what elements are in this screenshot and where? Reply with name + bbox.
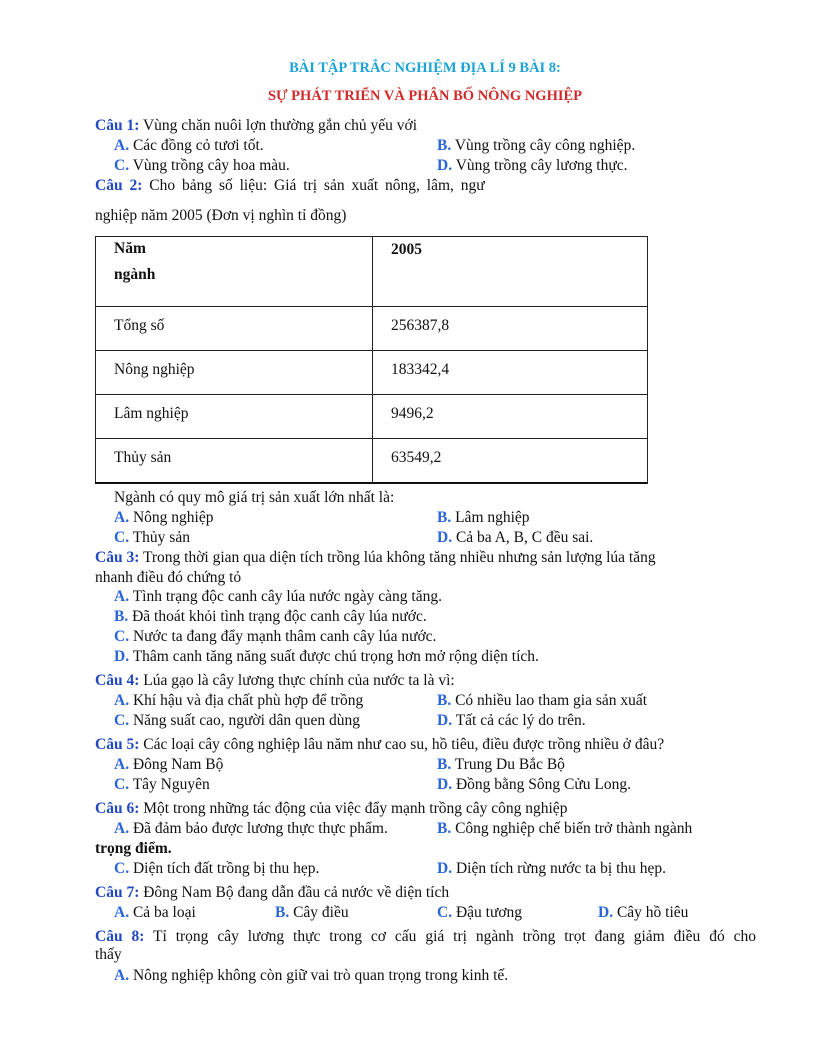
option-text: Nông nghiệp [132,509,214,526]
option-text: Lâm nghiệp [455,509,530,526]
option-text: Thâm canh tăng năng suất được chú trọng hơn mở rộng diện tích. [132,648,539,665]
header-year: Năm [114,240,146,257]
q1-option-a [114,137,264,155]
option-letter: D. [437,776,453,793]
table-cell: Thủy sản [96,439,373,483]
option-letter: A. [114,588,130,605]
q4-option-c [114,712,360,730]
option-text: Diện tích đất trồng bị thu hẹp. [132,860,320,877]
question-5 [95,736,664,754]
table-cell: Tổng số [96,307,373,351]
question-label: Câu 3: [95,549,140,566]
question-text: Trong thời gian qua diện tích trồng lúa không tăng nhiều nhưng sản lượng lúa tăng [142,549,656,566]
question-label: Câu 4: [95,672,140,689]
option-text: Nước ta đang đẩy mạnh thâm canh cây lúa nước. [132,628,437,645]
q5-option-d [437,776,631,794]
option-letter: D. [598,904,614,921]
option-text: Đã đảm bảo được lương thực thực phẩm. [132,820,388,837]
question-2-continued: nghiệp năm 2005 (Đơn vị nghìn tỉ đồng) [95,207,347,224]
q4-option-a [114,692,363,710]
option-text: Thủy sản [132,529,190,546]
option-text: Nông nghiệp không còn giữ vai trò quan trọng trong kinh tế. [132,967,509,984]
table-row [96,351,648,395]
question-label: Câu 7: [95,884,140,901]
q5-option-b [437,756,565,774]
q3-option-a [114,588,442,606]
option-letter: A. [114,820,130,837]
option-letter: A. [114,509,130,526]
q3-option-d [114,648,539,666]
option-letter: C. [114,860,130,877]
q2-option-b [437,509,530,527]
question-label: Câu 8: [95,928,145,945]
table-cell: 9496,2 [373,395,648,439]
option-letter: C. [114,529,130,546]
option-letter: B. [437,692,452,709]
option-text: Vùng trồng cây công nghiệp. [454,137,636,154]
q1-option-c [114,157,290,175]
option-letter: C. [114,157,130,174]
q7-option-c [437,904,522,922]
option-text: Trung Du Bắc Bộ [454,756,565,773]
q2-option-a [114,509,213,527]
q2-prompt: Ngành có quy mô giá trị sản xuất lớn nhất là: [114,489,395,506]
question-2 [95,177,485,195]
table-row [96,439,648,483]
option-letter: B. [437,756,452,773]
question-label: Câu 1: [95,117,140,134]
q6-option-d [437,860,666,878]
question-text: Một trong những tác động của việc đẩy mạnh trồng cây công nghiệp [143,800,568,817]
table-header-cell [373,237,648,307]
option-text: Vùng trồng cây hoa màu. [132,157,290,174]
question-label: Câu 6: [95,800,140,817]
table-cell: 63549,2 [373,439,648,483]
question-label: Câu 5: [95,736,140,753]
q7-option-d [598,904,688,922]
option-text: Công nghiệp chế biến trở thành ngành [455,820,693,837]
option-text: Cây điều [293,904,349,921]
q4-option-b [437,692,647,710]
table-cell: 183342,4 [373,351,648,395]
option-letter: B. [275,904,290,921]
question-4 [95,672,455,690]
option-text: Năng suất cao, người dân quen dùng [132,712,361,729]
option-text: Đông Nam Bộ [132,756,224,773]
question-text: Đông Nam Bộ đang dẫn đầu cả nước về diện tích [143,884,450,901]
option-letter: A. [114,692,130,709]
question-label: Câu 2: [95,177,143,194]
q1-option-d [437,157,627,175]
question-text: Cho bảng số liệu: Giá trị sản xuất nông, lâm, ngư [149,177,485,194]
header-2005: 2005 [391,241,422,258]
question-8 [95,928,756,946]
question-6 [95,800,567,818]
q8-option-a [114,967,508,985]
option-text: Cả ba A, B, C đều sai. [455,529,594,546]
option-letter: B. [437,137,452,154]
q7-option-b [275,904,349,922]
option-letter: D. [437,712,453,729]
option-letter: A. [114,904,130,921]
table-cell: Nông nghiệp [96,351,373,395]
option-letter: C. [114,628,130,645]
table-header-row [96,237,648,307]
option-text: Cây hồ tiêu [616,904,689,921]
q6-option-a [114,820,388,838]
page-subtitle: SỰ PHÁT TRIỂN VÀ PHÂN BỐ NÔNG NGHIỆP [267,88,583,104]
option-text: Đậu tương [455,904,523,921]
question-text: Các loại cây công nghiệp lâu năm như cao su, hồ tiêu, điều được trồng nhiều ở đâu? [143,736,665,753]
page-title: BÀI TẬP TRẮC NGHIỆM ĐỊA LÍ 9 BÀI 8: [289,60,561,76]
option-text: Có nhiều lao tham gia sản xuất [455,692,648,709]
table-header-cell [96,237,373,307]
option-letter: D. [114,648,130,665]
table-cell: 256387,8 [373,307,648,351]
question-3-continued: nhanh điều đó chứng tỏ [95,569,242,586]
option-text: Tây Nguyên [132,776,210,793]
q5-option-c [114,776,210,794]
option-letter: B. [437,509,452,526]
q6-option-c [114,860,319,878]
option-text: Cả ba loại [132,904,196,921]
option-letter: A. [114,967,130,984]
option-text: Vùng trồng cây lương thực. [455,157,628,174]
option-letter: D. [437,157,453,174]
option-text: Các đồng cỏ tươi tốt. [132,137,264,154]
question-text: Lúa gạo là cây lương thực chính của nước ta là vì: [143,672,455,689]
question-3 [95,549,656,567]
table-row [96,307,648,351]
q6-option-b [437,820,692,838]
option-text: Đồng bằng Sông Cửu Long. [455,776,631,793]
q3-option-c [114,628,436,646]
q7-option-a [114,904,196,922]
option-letter: C. [114,776,130,793]
header-sector: ngành [114,266,156,283]
option-text: Khí hậu và địa chất phù hợp để trồng [132,692,364,709]
option-text: Diện tích rừng nước ta bị thu hẹp. [455,860,667,877]
table-cell: Lâm nghiệp [96,395,373,439]
data-table [95,236,648,484]
question-7 [95,884,449,902]
q4-option-d [437,712,586,730]
table-row [96,395,648,439]
q1-option-b [437,137,635,155]
option-letter: B. [437,820,452,837]
option-text: Đã thoát khỏi tình trạng độc canh cây lúa nước. [132,608,427,625]
option-letter: D. [437,529,453,546]
option-letter: B. [114,608,129,625]
option-letter: D. [437,860,453,877]
q2-option-d [437,529,593,547]
option-text: Tình trạng độc canh cây lúa nước ngày càng tăng. [132,588,442,605]
q2-option-c [114,529,190,547]
question-8-continued: thấy [95,946,122,963]
question-text: Vùng chăn nuôi lợn thường gắn chủ yếu với [142,117,418,134]
question-1 [95,117,417,135]
option-text: Tất cả các lý do trên. [455,712,586,729]
option-letter: C. [114,712,130,729]
question-text: Tỉ trọng cây lương thực trong cơ cấu giá trị ngành trồng trọt đang giảm điều đó cho [153,928,756,945]
q3-option-b [114,608,427,626]
option-letter: A. [114,137,130,154]
option-letter: A. [114,756,130,773]
q5-option-a [114,756,223,774]
q6-option-b-continued: trọng điểm. [95,840,172,857]
option-letter: C. [437,904,453,921]
